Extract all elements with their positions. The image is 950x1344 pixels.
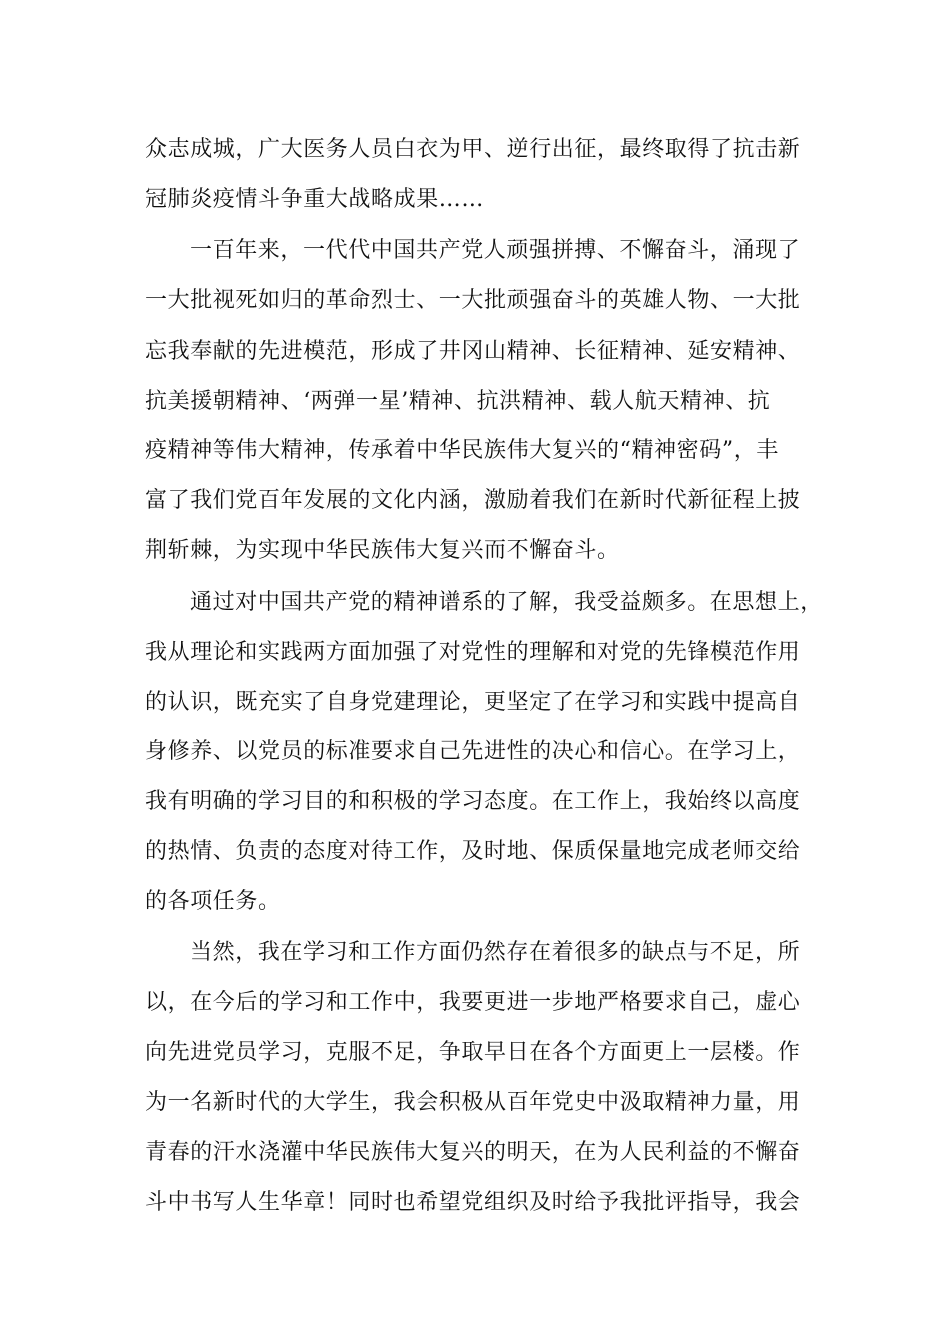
- paragraph-first-line: 一百年来，一代代中国共产党人顽强拼搏、不懈奋斗，涌现了: [190, 238, 801, 263]
- text-line: 以，在今后的学习和工作中，我要更进一步地严格要求自己，虚心: [145, 990, 801, 1015]
- text-line: 为一名新时代的大学生，我会积极从百年党史中汲取精神力量，用: [145, 1090, 801, 1115]
- text-line: 的热情、负责的态度对待工作，及时地、保质保量地完成老师交给: [145, 839, 801, 864]
- paragraph-first-line: 当然，我在学习和工作方面仍然存在着很多的缺点与不足，所: [190, 940, 801, 965]
- paragraph-first-line: 通过对中国共产党的精神谱系的了解，我受益颇多。在思想上，: [190, 590, 823, 615]
- text-line: 一大批视死如归的革命烈士、一大批顽强奋斗的英雄人物、一大批: [145, 288, 801, 313]
- text-line: 身修养、以党员的标准要求自己先进性的决心和信心。在学习上，: [145, 739, 801, 764]
- text-line: 向先进党员学习，克服不足，争取早日在各个方面更上一层楼。作: [145, 1040, 801, 1065]
- text-line: 的认识，既充实了自身党建理论，更坚定了在学习和实践中提高自: [145, 690, 801, 715]
- text-line: 青春的汗水浇灌中华民族伟大复兴的明天，在为人民利益的不懈奋: [145, 1140, 801, 1165]
- text-line: 抗美援朝精神、‘两弹一星’精神、抗洪精神、载人航天精神、抗: [145, 389, 771, 414]
- text-line: 冠肺炎疫情斗争重大战略成果……: [145, 187, 485, 212]
- text-line: 疫精神等伟大精神，传承着中华民族伟大复兴的“精神密码”，丰: [145, 438, 779, 463]
- text-line: 众志成城，广大医务人员白衣为甲、逆行出征，最终取得了抗击新: [145, 137, 801, 162]
- text-line: 我从理论和实践两方面加强了对党性的理解和对党的先锋模范作用: [145, 640, 801, 665]
- text-line: 荆斩棘，为实现中华民族伟大复兴而不懈奋斗。: [145, 538, 620, 563]
- text-line: 富了我们党百年发展的文化内涵，激励着我们在新时代新征程上披: [145, 488, 801, 513]
- text-line: 的各项任务。: [145, 889, 281, 914]
- text-line: 斗中书写人生华章！同时也希望党组织及时给予我批评指导，我会: [145, 1190, 801, 1215]
- text-line: 我有明确的学习目的和积极的学习态度。在工作上，我始终以高度: [145, 789, 801, 814]
- text-line: 忘我奉献的先进模范，形成了井冈山精神、长征精神、延安精神、: [145, 339, 801, 364]
